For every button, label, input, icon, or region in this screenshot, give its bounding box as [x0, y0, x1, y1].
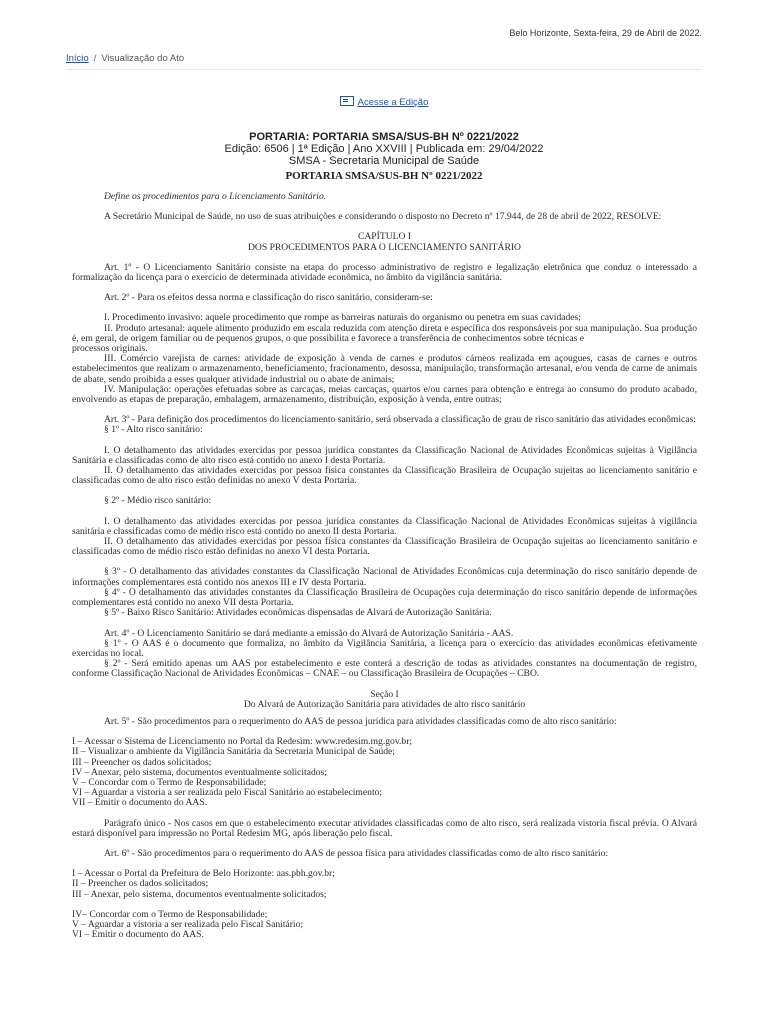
paragraph: § 2º - Será emitido apenas um AAS por estabelecimento e este conterá a descrição de todas as atividades constantes na documentação de registro, conforme Classificação Nacional de Atividades Econômicas – CNAE – ou Classificação Brasileira de Ocupações – CBO.: [72, 658, 697, 680]
list-item: VII – Emitir o documento do AAS.: [72, 797, 208, 809]
paragraph: § 1º - O AAS é o documento que formaliza, no âmbito da Vigilância Sanitária, a licença para o exercício das atividades econômicas efetivamente exercidas no local.: [72, 637, 697, 659]
section-heading: Seção I: [370, 688, 399, 700]
newspaper-icon: [340, 96, 354, 106]
list-item: V – Concordar com o Termo de Responsabilidade;: [72, 776, 267, 788]
list-item: V – Aguardar a vistoria a ser realizada pelo Fiscal Sanitário;: [72, 918, 304, 930]
header-date: Belo Horizonte, Sexta-feira, 29 de Abril de 2022.: [509, 28, 702, 38]
act-edition-info: Edição: 6506 | 1ª Edição | Ano XXVIII | Publicada em: 29/04/2022: [224, 143, 544, 155]
list-item: II – Preencher os dados solicitados;: [72, 878, 209, 890]
chapter-title: DOS PROCEDIMENTOS PARA O LICENCIAMENTO SANITÁRIO: [247, 241, 521, 253]
list-item: II. O detalhamento das atividades exercidas por pessoa física constantes da Classificação Brasileira de Ocupação sujeitas ao licenciamento sanitário e classificadas como de alto risco estão definidas no anexo V desta Portaria.: [72, 465, 697, 487]
breadcrumb-separator: /: [93, 53, 97, 64]
document-body: [72, 192, 697, 940]
paragraph: § 1º - Alto risco sanitário:: [104, 424, 203, 436]
act-organ: SMSA - Secretaria Municipal de Saúde: [288, 155, 480, 167]
sole-paragraph: Parágrafo único - Nos casos em que o estabelecimento executar atividades classificadas como de alto risco, será realizada vistoria fiscal prévia. O Alvará estará disponível para impressão no Portal Redesim MG, após liberação pelo fiscal.: [72, 817, 697, 839]
act-header: [0, 131, 768, 182]
definition-item: IV. Manipulação: operações efetuadas sobre as carcaças, meias carcaças, quartos e/ou carnes para obtenção e entrega ao consumo do produto acabado, envolvendo as etapas de preparação, embalagem, armazenamento, distribuição, exposição à venda, entre outras;: [72, 383, 697, 406]
paragraph: § 3º - O detalhamento das atividades constantes da Classificação Nacional de Atividades Econômicas cuja determinação do risco sanitário depende de informações complementares está contido nos anexos III e IV desta Portaria.: [72, 566, 697, 588]
section-title: Do Alvará de Autorização Sanitária para atividades de alto risco sanitário: [243, 698, 526, 710]
preamble: A Secretário Municipal de Saúde, no uso de suas atribuições e considerando o disposto no Decreto nº 17.944, de 28 de abril de 2022, RESOLVE:: [104, 211, 662, 223]
list-item: I. O detalhamento das atividades exercidas por pessoa jurídica constantes da Classificação Nacional de Atividades Econômicas sujeitas à Vigilância Sanitária e classificadas como de alto risco está contido no anexo I desta Portaria.: [72, 444, 697, 466]
list-item: I. O detalhamento das atividades exercidas por pessoa jurídica constantes da Classificação Nacional de Atividades Econômicas sujeitas à vigilância sanitária e classificadas como de médio risco está contido no anexo II desta Portaria.: [72, 515, 697, 537]
list-item: IV– Concordar com o Termo de Responsabilidade;: [72, 908, 268, 920]
article-4: Art. 4º - O Licenciamento Sanitário se dará mediante a emissão do Alvará de Autorização Sanitária - AAS.: [104, 627, 514, 639]
list-item: VI – Emitir o documento do AAS.: [72, 929, 204, 941]
article-5: Art. 5º - São procedimentos para o requerimento do AAS de pessoa jurídica para atividades classificadas como de alto risco sanitário:: [104, 715, 617, 727]
definition-item: I. Procedimento invasivo: aquele procedimento que rompe as barreiras naturais do organismo ou penetra em suas cavidades;: [104, 312, 581, 324]
list-item: VI – Aguardar a vistoria a ser realizada pelo Fiscal Sanitário ao estabelecimento;: [72, 787, 383, 799]
paragraph: § 4º - O detalhamento das atividades constantes da Classificação Brasileira de Ocupações cuja determinação do risco sanitário depende de informações complementares está contido no anexo VII desta Portaria.: [72, 586, 697, 609]
list-item: III – Preencher os dados solicitados;: [72, 756, 212, 768]
breadcrumb-current: Visualização do Ato: [101, 53, 185, 64]
doc-title: PORTARIA SMSA/SUS-BH Nº 0221/2022: [285, 170, 483, 182]
paragraph: § 5º - Baixo Risco Sanitário: Atividades econômicas dispensadas de Alvará de Autorização Sanitária.: [104, 607, 492, 619]
definition-item: II. Produto artesanal: aquele alimento produzido em escala reduzida com atenção direta e específica dos responsáveis por sua manipulação. Sua produção é, em geral, de origem familiar ou de pequenos grupos, o que possibilita e favorece a transferência de conhecimentos sobre técnicas e: [72, 322, 697, 344]
article-3: Art. 3º - Para definição dos procedimentos do licenciamento sanitário, será observada a classificação de grau de risco sanitário das atividades econômicas:: [104, 414, 696, 426]
list-item: II. O detalhamento das atividades exercidas por pessoa física constantes da Classificação Brasileira de Ocupação sujeitas ao licenciamento sanitário e classificadas como de médio risco estão definidas no anexo VI desta Portaria.: [72, 536, 697, 558]
definition-item: III. Comércio varejista de carnes: atividade de exposição à venda de carnes e produtos cárneos realizada em açougues, casas de carnes e outros estabelecimentos que realizam o armazenamento, beneficiamento, fracionamento, desossa, manipulação, transformação artesanal, e/ou venda de carne de animais de abate, sendo proibida a esses qualquer atividade industrial ou o abate de animais;: [72, 353, 697, 385]
definition-item-cont: processos originais.: [72, 343, 148, 355]
edition-link[interactable]: [0, 96, 768, 108]
list-item: III – Anexar, pelo sistema, documentos eventualmente solicitados;: [72, 888, 327, 900]
chapter-heading: CAPÍTULO I: [357, 231, 412, 243]
breadcrumb-home-link[interactable]: Início: [66, 53, 89, 64]
list-item: IV – Anexar, pelo sistema, documentos eventualmente solicitados;: [72, 766, 327, 778]
list-item: II – Visualizar o ambiente da Vigilância Sanitária da Secretaria Municipal de Saúde;: [72, 746, 395, 758]
article-2: Art. 2º - Para os efeitos dessa norma e classificação do risco sanitário, consideram-se:: [104, 292, 433, 304]
edition-link-label[interactable]: Acesse a Edição: [357, 97, 429, 108]
header-divider: [66, 69, 702, 70]
list-item: I – Acessar o Portal da Prefeitura de Belo Horizonte: aas.pbh.gov.br;: [72, 868, 335, 880]
ementa: Define os procedimentos para o Licenciamento Sanitário.: [104, 191, 327, 202]
article-6: Art. 6º - São procedimentos para o requerimento do AAS de pessoa física para atividades classificadas como de alto risco sanitário:: [104, 847, 609, 859]
act-title: PORTARIA: PORTARIA SMSA/SUS-BH Nº 0221/2022: [249, 131, 519, 143]
paragraph: § 2º - Médio risco sanitário:: [104, 495, 212, 507]
breadcrumb: [66, 53, 184, 64]
article-1: Art. 1º - O Licenciamento Sanitário consiste na etapa do processo administrativo de registro e legalização eletrônica que conduz o interessado a formalização da licença para o exercício de determinada atividade econômica, no âmbito da vigilância sanitária.: [72, 261, 697, 284]
list-item: I – Acessar o Sistema de Licenciamento no Portal da Redesim: www.redesim.mg.gov.br;: [72, 736, 413, 748]
